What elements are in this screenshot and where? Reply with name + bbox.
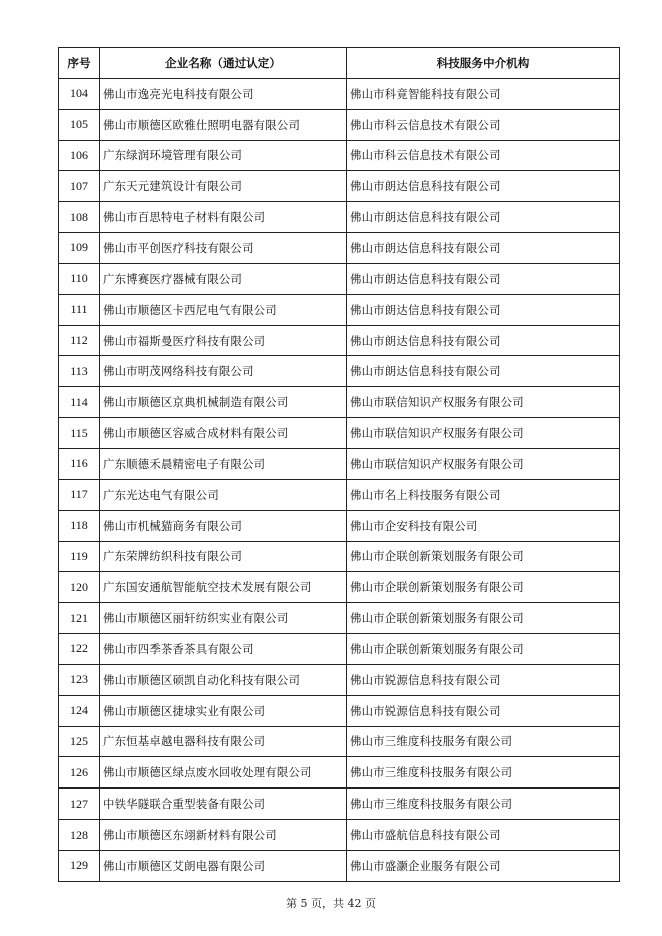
column-header-agency: 科技服务中介机构 — [347, 48, 620, 79]
agency-name: 佛山市三维度科技服务有限公司 — [347, 788, 620, 819]
row-number: 114 — [59, 387, 100, 418]
table-row — [59, 695, 620, 726]
row-number: 109 — [59, 233, 100, 264]
row-number: 119 — [59, 541, 100, 572]
agency-name: 佛山市盛航信息科技有限公司 — [347, 820, 620, 851]
row-number: 126 — [59, 757, 100, 788]
agency-name: 佛山市企联创新策划服务有限公司 — [347, 572, 620, 603]
company-name: 佛山市明茂网络科技有限公司 — [100, 356, 347, 387]
row-number: 124 — [59, 695, 100, 726]
table-row — [59, 78, 620, 109]
agency-name: 佛山市联信知识产权服务有限公司 — [347, 448, 620, 479]
table-row — [59, 510, 620, 541]
agency-name: 佛山市科竟智能科技有限公司 — [347, 78, 620, 109]
row-number: 118 — [59, 510, 100, 541]
company-name: 佛山市顺德区京典机械制造有限公司 — [100, 387, 347, 418]
row-number: 116 — [59, 448, 100, 479]
company-name: 佛山市百思特电子材料有限公司 — [100, 202, 347, 233]
row-number: 121 — [59, 603, 100, 634]
table-header-row — [59, 48, 620, 79]
company-name: 广东天元建筑设计有限公司 — [100, 171, 347, 202]
table-row — [59, 171, 620, 202]
table-row — [59, 325, 620, 356]
agency-name: 佛山市企联创新策划服务有限公司 — [347, 603, 620, 634]
company-name: 佛山市顺德区卡西尼电气有限公司 — [100, 294, 347, 325]
company-name: 佛山市逸亮光电科技有限公司 — [100, 78, 347, 109]
agency-name: 佛山市朗达信息科技有限公司 — [347, 171, 620, 202]
company-name: 佛山市顺德区艾朗电器有限公司 — [100, 850, 347, 881]
table-row — [59, 202, 620, 233]
row-number: 129 — [59, 850, 100, 881]
table-body — [59, 78, 620, 881]
agency-name: 佛山市朗达信息科技有限公司 — [347, 356, 620, 387]
company-name: 佛山市顺德区容威合成材料有限公司 — [100, 418, 347, 449]
table-row — [59, 109, 620, 140]
row-number: 128 — [59, 820, 100, 851]
agency-name: 佛山市盛灏企业服务有限公司 — [347, 850, 620, 881]
table-row — [59, 757, 620, 788]
table-row — [59, 788, 620, 819]
company-name: 佛山市顺德区欧雅仕照明电器有限公司 — [100, 109, 347, 140]
table-row — [59, 479, 620, 510]
row-number: 108 — [59, 202, 100, 233]
company-name: 广东博赛医疗器械有限公司 — [100, 263, 347, 294]
row-number: 111 — [59, 294, 100, 325]
agency-name: 佛山市科云信息技术有限公司 — [347, 109, 620, 140]
certification-table — [58, 47, 620, 882]
company-name: 广东顺德禾晨精密电子有限公司 — [100, 448, 347, 479]
table-row — [59, 356, 620, 387]
row-number: 115 — [59, 418, 100, 449]
row-number: 120 — [59, 572, 100, 603]
agency-name: 佛山市联信知识产权服务有限公司 — [347, 387, 620, 418]
company-name: 广东光达电气有限公司 — [100, 479, 347, 510]
row-number: 113 — [59, 356, 100, 387]
agency-name: 佛山市名上科技服务有限公司 — [347, 479, 620, 510]
company-name: 佛山市顺德区硕凯自动化科技有限公司 — [100, 664, 347, 695]
company-name: 广东恒基卓越电器科技有限公司 — [100, 726, 347, 757]
row-number: 106 — [59, 140, 100, 171]
table-row — [59, 820, 620, 851]
column-header-company: 企业名称（通过认定） — [100, 48, 347, 79]
table-row — [59, 418, 620, 449]
company-name: 中铁华隧联合重型装备有限公司 — [100, 788, 347, 819]
table-row — [59, 140, 620, 171]
row-number: 117 — [59, 479, 100, 510]
agency-name: 佛山市科云信息技术有限公司 — [347, 140, 620, 171]
row-number: 107 — [59, 171, 100, 202]
table-row — [59, 634, 620, 665]
agency-name: 佛山市朗达信息科技有限公司 — [347, 233, 620, 264]
agency-name: 佛山市朗达信息科技有限公司 — [347, 294, 620, 325]
table-row — [59, 603, 620, 634]
row-number: 110 — [59, 263, 100, 294]
company-name: 广东荣牌纺织科技有限公司 — [100, 541, 347, 572]
company-name: 佛山市顺德区丽轩纺织实业有限公司 — [100, 603, 347, 634]
company-name: 佛山市顺德区东翊新材料有限公司 — [100, 820, 347, 851]
row-number: 123 — [59, 664, 100, 695]
table-row — [59, 850, 620, 881]
table-row — [59, 726, 620, 757]
company-name: 佛山市顺德区捷埭实业有限公司 — [100, 695, 347, 726]
row-number: 122 — [59, 634, 100, 665]
table-row — [59, 541, 620, 572]
company-name: 广东国安通航智能航空技术发展有限公司 — [100, 572, 347, 603]
company-name: 佛山市福斯曼医疗科技有限公司 — [100, 325, 347, 356]
table-row — [59, 448, 620, 479]
agency-name: 佛山市企联创新策划服务有限公司 — [347, 541, 620, 572]
company-name: 佛山市顺德区绿点废水回收处理有限公司 — [100, 757, 347, 788]
table-row — [59, 263, 620, 294]
row-number: 105 — [59, 109, 100, 140]
table-row — [59, 387, 620, 418]
company-name: 广东绿润环境管理有限公司 — [100, 140, 347, 171]
agency-name: 佛山市朗达信息科技有限公司 — [347, 325, 620, 356]
agency-name: 佛山市朗达信息科技有限公司 — [347, 263, 620, 294]
agency-name: 佛山市三维度科技服务有限公司 — [347, 757, 620, 788]
agency-name: 佛山市锐源信息科技有限公司 — [347, 695, 620, 726]
company-name: 佛山市四季茶香茶具有限公司 — [100, 634, 347, 665]
table-row — [59, 294, 620, 325]
agency-name: 佛山市企安科技有限公司 — [347, 510, 620, 541]
agency-name: 佛山市企联创新策划服务有限公司 — [347, 634, 620, 665]
row-number: 112 — [59, 325, 100, 356]
agency-name: 佛山市联信知识产权服务有限公司 — [347, 418, 620, 449]
row-number: 127 — [59, 788, 100, 819]
agency-name: 佛山市锐源信息科技有限公司 — [347, 664, 620, 695]
company-name: 佛山市平创医疗科技有限公司 — [100, 233, 347, 264]
table-row — [59, 233, 620, 264]
page-footer: 第 5 页，共 42 页 — [286, 897, 376, 910]
table-row — [59, 572, 620, 603]
row-number: 125 — [59, 726, 100, 757]
agency-name: 佛山市朗达信息科技有限公司 — [347, 202, 620, 233]
row-number: 104 — [59, 78, 100, 109]
document-table-container — [58, 47, 619, 882]
agency-name: 佛山市三维度科技服务有限公司 — [347, 726, 620, 757]
column-header-number: 序号 — [59, 48, 100, 79]
company-name: 佛山市机械猫商务有限公司 — [100, 510, 347, 541]
table-row — [59, 664, 620, 695]
